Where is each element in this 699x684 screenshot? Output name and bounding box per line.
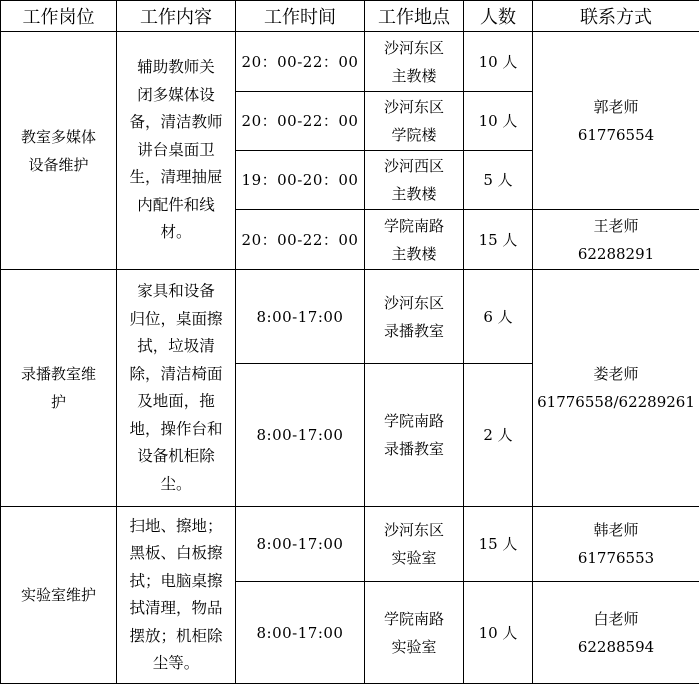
time-cell: 8:00-17:00 (236, 507, 365, 582)
content-line: 尘。 (117, 471, 235, 499)
header-count: 人数 (464, 1, 533, 32)
header-location: 工作地点 (365, 1, 464, 32)
contact-phone: 62288291 (533, 240, 699, 268)
content-line: 生，清理抽屉 (117, 164, 235, 192)
contact-cell (533, 210, 699, 270)
content-line: 设备机柜除 (117, 443, 235, 471)
location-line: 沙河东区 (365, 93, 463, 121)
content-line: 扫地、擦地； (117, 513, 235, 541)
content-line: 黑板、白板擦 (117, 540, 235, 568)
count-cell: 10 人 (464, 582, 533, 684)
location-cell (365, 582, 464, 684)
contact-name: 白老师 (533, 605, 699, 633)
contact-name: 娄老师 (533, 360, 699, 388)
position-line: 教室多媒体 (1, 123, 116, 151)
location-cell (365, 32, 464, 92)
content-line: 归位，桌面擦 (117, 306, 235, 334)
content-cell (117, 507, 236, 684)
time-cell: 8:00-17:00 (236, 364, 365, 507)
content-cell (117, 270, 236, 507)
content-line: 辅助教师关 (117, 54, 235, 82)
location-cell (365, 507, 464, 582)
header-contact: 联系方式 (533, 1, 699, 32)
count-cell: 15 人 (464, 507, 533, 582)
location-line: 学院南路 (365, 605, 463, 633)
time-cell: 8:00-17:00 (236, 582, 365, 684)
location-cell (365, 151, 464, 210)
content-line: 除，清洁椅面 (117, 361, 235, 389)
contact-cell (533, 582, 699, 684)
location-line: 实验室 (365, 633, 463, 661)
contact-name: 王老师 (533, 212, 699, 240)
location-line: 沙河东区 (365, 289, 463, 317)
content-line: 摆放；机柜除 (117, 623, 235, 651)
contact-name: 郭老师 (533, 93, 699, 121)
location-line: 录播教室 (365, 435, 463, 463)
contact-phone: 61776558/62289261 (533, 388, 699, 416)
contact-cell (533, 270, 699, 507)
count-cell: 15 人 (464, 210, 533, 270)
time-cell: 8:00-17:00 (236, 270, 365, 364)
content-line: 闭多媒体设 (117, 82, 235, 110)
time-cell: 19：00-20：00 (236, 151, 365, 210)
time-cell: 20：00-22：00 (236, 210, 365, 270)
table-row (1, 32, 699, 92)
position-cell (1, 270, 117, 507)
location-line: 沙河东区 (365, 34, 463, 62)
position-line: 护 (1, 388, 116, 416)
count-cell: 5 人 (464, 151, 533, 210)
content-line: 拭；电脑桌擦 (117, 568, 235, 596)
header-position: 工作岗位 (1, 1, 117, 32)
location-line: 学院楼 (365, 121, 463, 149)
position-line: 录播教室维 (1, 360, 116, 388)
count-cell: 2 人 (464, 364, 533, 507)
location-line: 实验室 (365, 544, 463, 572)
location-line: 主教楼 (365, 180, 463, 208)
position-line: 实验室维护 (1, 581, 116, 609)
location-cell (365, 270, 464, 364)
location-line: 沙河东区 (365, 516, 463, 544)
content-line: 备，清洁教师 (117, 109, 235, 137)
content-line: 拭清理，物品 (117, 595, 235, 623)
position-cell (1, 32, 117, 270)
location-line: 主教楼 (365, 240, 463, 268)
contact-phone: 61776553 (533, 544, 699, 572)
content-cell (117, 32, 236, 270)
time-cell: 20：00-22：00 (236, 32, 365, 92)
location-line: 主教楼 (365, 62, 463, 90)
contact-cell (533, 507, 699, 582)
location-line: 学院南路 (365, 407, 463, 435)
time-cell: 20：00-22：00 (236, 92, 365, 151)
contact-phone: 62288594 (533, 633, 699, 661)
content-line: 内配件和线 (117, 192, 235, 220)
table-row (1, 507, 699, 582)
position-cell (1, 507, 117, 684)
location-cell (365, 364, 464, 507)
location-cell (365, 210, 464, 270)
contact-phone: 61776554 (533, 121, 699, 149)
header-content: 工作内容 (117, 1, 236, 32)
header-time: 工作时间 (236, 1, 365, 32)
content-line: 及地面，拖 (117, 388, 235, 416)
content-line: 地，操作台和 (117, 416, 235, 444)
content-line: 家具和设备 (117, 278, 235, 306)
contact-name: 韩老师 (533, 516, 699, 544)
location-cell (365, 92, 464, 151)
content-line: 拭，垃圾清 (117, 333, 235, 361)
location-line: 学院南路 (365, 212, 463, 240)
count-cell: 10 人 (464, 92, 533, 151)
header-row (1, 1, 699, 32)
position-line: 设备维护 (1, 151, 116, 179)
content-line: 尘等。 (117, 650, 235, 678)
count-cell: 6 人 (464, 270, 533, 364)
content-line: 讲台桌面卫 (117, 137, 235, 165)
contact-cell (533, 32, 699, 210)
count-cell: 10 人 (464, 32, 533, 92)
location-line: 录播教室 (365, 317, 463, 345)
content-line: 材。 (117, 219, 235, 247)
table-row (1, 270, 699, 364)
location-line: 沙河西区 (365, 152, 463, 180)
